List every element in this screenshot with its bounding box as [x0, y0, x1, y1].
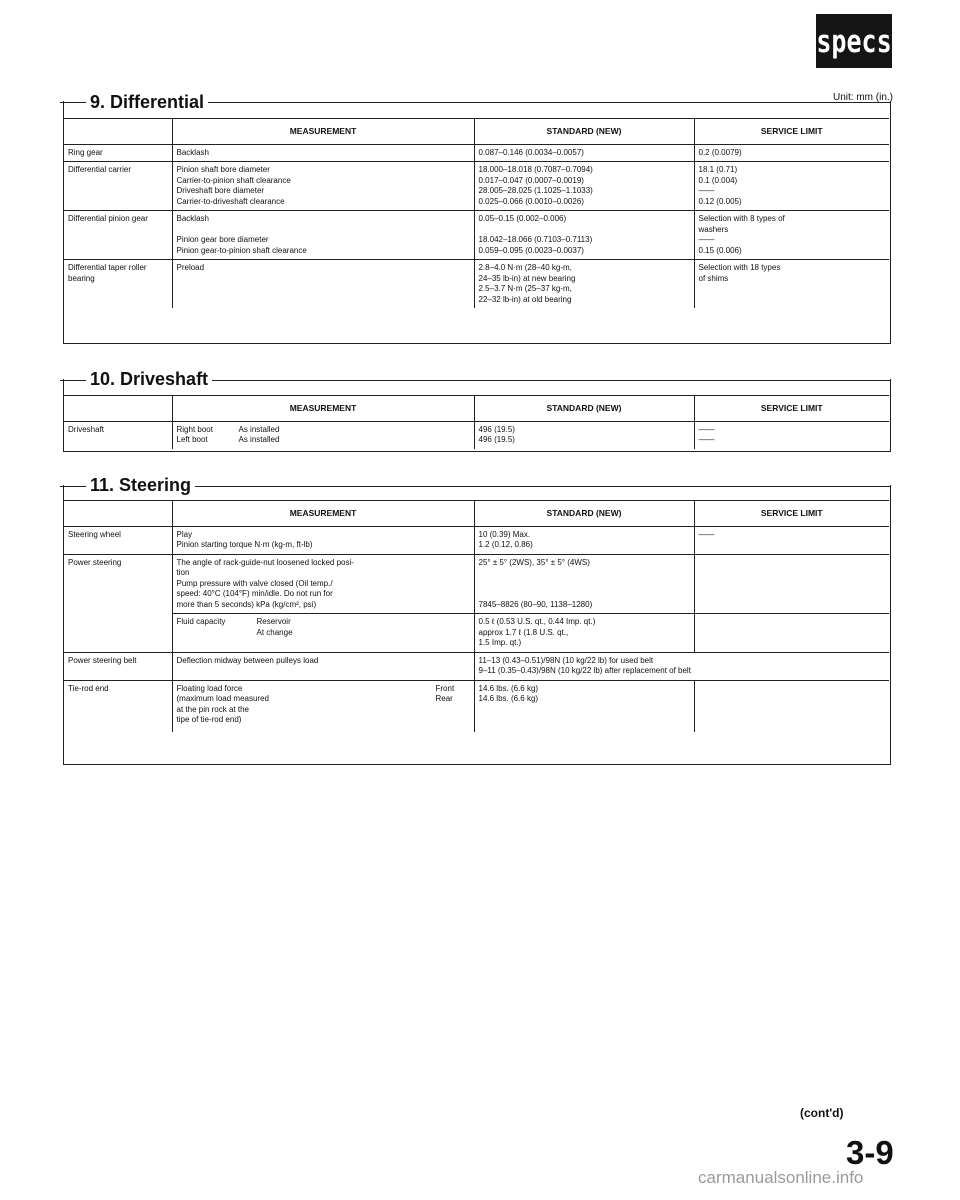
limit-value: ——: [698, 235, 715, 244]
table-row: [64, 421, 889, 449]
standard-value: 11–13 (0.43–0.51)/98N (10 kg/22 lb) for used belt: [478, 655, 654, 665]
measurement-item: Deflection midway between pulleys load: [176, 655, 319, 665]
standard-value: 1.2 (0.12, 0.86): [478, 540, 533, 549]
limit-value: Selection with 8 types of: [698, 214, 785, 223]
standard-value: 0.025–0.066 (0.0010–0.0026): [478, 196, 584, 206]
measurement-header: MEASUREMENT: [172, 396, 474, 422]
service-limit-header: SERVICE LIMIT: [694, 501, 889, 527]
standard-value: 2.5–3.7 N·m (25–37 kg-m,: [478, 284, 572, 293]
measurement-item: Backlash: [176, 147, 209, 157]
standard-value: 0.087–0.146 (0.0034–0.0057): [478, 147, 584, 157]
standard-value: 18.042–18.066 (0.7103–0.7113): [478, 235, 593, 244]
table-header-row: [64, 501, 889, 527]
standard-value: 496 (19.5): [478, 435, 515, 444]
standard-header: STANDARD (NEW): [474, 501, 694, 527]
part-name: Differential carrier: [64, 162, 172, 211]
standard-value: 1.5 Imp. qt.): [478, 638, 522, 647]
part-name: Driveshaft: [64, 421, 172, 449]
table-header-row: [64, 396, 889, 422]
standard-value: 0.059–0.095 (0.0023–0.0037): [478, 245, 584, 255]
measurement-item: Pinion gear bore diameter: [176, 235, 269, 244]
measurement-header: MEASUREMENT: [172, 119, 474, 145]
limit-value: 0.12 (0.005): [698, 196, 742, 206]
standard-header: STANDARD (NEW): [474, 396, 694, 422]
driveshaft-table: [64, 395, 889, 449]
standard-value: 0.05–0.15 (0.002–0.006): [478, 214, 567, 223]
measurement-item: at the pin rock at the: [176, 704, 249, 714]
part-name: Ring gear: [64, 144, 172, 162]
specs-badge-label: specs: [816, 22, 892, 60]
limit-value: Selection with 18 types: [698, 263, 781, 272]
measurement-item: (maximum load measured: [176, 694, 269, 703]
measurement-item: speed: 40°C (104°F) min/idle. Do not run for: [176, 589, 333, 598]
service-limit-header: SERVICE LIMIT: [694, 119, 889, 145]
limit-value: of shims: [698, 273, 729, 283]
measurement-condition: Reservoir: [256, 617, 291, 626]
table-row: [64, 211, 889, 260]
measurement-item: Fluid capacity: [176, 617, 226, 626]
measurement-item: Floating load force: [176, 683, 243, 693]
steering-title: 11. Steering: [86, 475, 195, 496]
limit-value: 0.15 (0.006): [698, 245, 742, 255]
table-row: [64, 144, 889, 162]
limit-value: 0.1 (0.004): [698, 175, 738, 185]
standard-value: 0.5 ℓ (0.53 U.S. qt., 0.44 Imp. qt.): [478, 617, 596, 626]
standard-value: 496 (19.5): [478, 424, 515, 434]
standard-value: 7845–8826 (80–90, 1138–1280): [478, 599, 593, 609]
table-row: [64, 554, 889, 614]
standard-value: 28.005–28.025 (1.1025–1.1033): [478, 186, 593, 195]
differential-table: [64, 118, 889, 308]
service-limit-header: SERVICE LIMIT: [694, 396, 889, 422]
driveshaft-title: 10. Driveshaft: [86, 369, 212, 390]
standard-value: [479, 225, 690, 236]
table-row: [64, 614, 889, 653]
standard-value: 14.6 lbs. (6.6 kg): [478, 683, 539, 693]
part-name: Differential pinion gear: [64, 211, 172, 260]
standard-value: 0.017–0.047 (0.0007–0.0019): [478, 175, 584, 185]
measurement-header: MEASUREMENT: [172, 501, 474, 527]
measurement-item: Pinion gear-to-pinion shaft clearance: [176, 245, 307, 255]
standard-value: 22–32 lb-in) at old bearing: [478, 294, 572, 304]
measurement-item: Backlash: [176, 214, 209, 223]
standard-value: 14.6 lbs. (6.6 kg): [478, 694, 539, 703]
measurement-item: Pinion shaft bore diameter: [176, 165, 270, 174]
table-header-row: [64, 119, 889, 145]
measurement-item: Play: [176, 529, 193, 539]
table-row: [64, 162, 889, 211]
limit-value: ——: [698, 529, 715, 539]
watermark: carmanualsonline.info: [698, 1168, 864, 1187]
unit-note: Unit: mm (in.): [833, 92, 893, 103]
measurement-item: Preload: [176, 263, 205, 272]
measurement-item: Pinion starting torque N·m (kg-m, ft-lb): [176, 540, 313, 549]
measurement-item: tion: [176, 568, 190, 577]
measurement-condition: As installed: [238, 435, 280, 444]
limit-value: ——: [698, 424, 715, 434]
page-number: 3-9: [846, 1134, 894, 1171]
limit-value: washers: [698, 224, 729, 234]
part-name: Power steering: [64, 554, 172, 652]
table-row: [64, 652, 889, 680]
specs-badge: [816, 14, 892, 68]
measurement-item: Driveshaft bore diameter: [176, 186, 265, 195]
standard-value: 24–35 lb-in) at new bearing: [478, 273, 576, 283]
measurement-condition: At change: [256, 627, 293, 637]
position-label: Front: [435, 683, 455, 693]
measurement-item: tipe of tie-rod end): [176, 715, 242, 724]
part-name: Tie-rod end: [64, 680, 172, 732]
standard-header: STANDARD (NEW): [474, 119, 694, 145]
measurement-item: [177, 225, 470, 236]
part-name: Steering wheel: [64, 526, 172, 554]
standard-value: 9–11 (0.35–0.43)/98N (10 kg/22 lb) after replacement of belt: [478, 666, 691, 675]
standard-value: 18.000–18.018 (0.7087–0.7094): [478, 165, 593, 174]
standard-value: 25° ± 5° (2WS), 35° ± 5° (4WS): [478, 557, 590, 567]
standard-value: 10 (0.39) Max.: [478, 529, 531, 539]
limit-value: ——: [698, 435, 715, 444]
limit-value: 0.2 (0.0079): [698, 147, 742, 157]
measurement-item: Carrier-to-driveshaft clearance: [176, 196, 285, 206]
table-row: [64, 260, 889, 309]
table-row: [64, 680, 889, 732]
measurement-item: Pump pressure with valve closed (Oil temp./: [176, 578, 333, 588]
measurement-condition: As installed: [238, 424, 280, 434]
standard-value: approx 1.7 ℓ (1.8 U.S. qt.,: [478, 627, 569, 637]
measurement-item: Right boot: [176, 424, 213, 434]
measurement-item: Left boot: [176, 435, 208, 444]
part-name: Power steering belt: [64, 652, 172, 680]
measurement-item: more than 5 seconds) kPa (kg/cm², psi): [176, 599, 317, 609]
measurement-item: Carrier-to-pinion shaft clearance: [176, 175, 291, 185]
differential-title: 9. Differential: [86, 92, 208, 113]
steering-table: [64, 500, 889, 732]
continued-note: (cont'd): [800, 1106, 844, 1120]
measurement-item: The angle of rack-guide-nut loosened locked posi-: [176, 557, 354, 567]
limit-value: 18.1 (0.71): [698, 165, 738, 174]
standard-value: 2.8–4.0 N·m (28–40 kg-m,: [478, 263, 572, 272]
limit-value: ——: [698, 186, 715, 195]
table-row: [64, 526, 889, 554]
position-label: Rear: [435, 694, 453, 703]
part-name: Differential taper roller bearing: [64, 260, 172, 309]
